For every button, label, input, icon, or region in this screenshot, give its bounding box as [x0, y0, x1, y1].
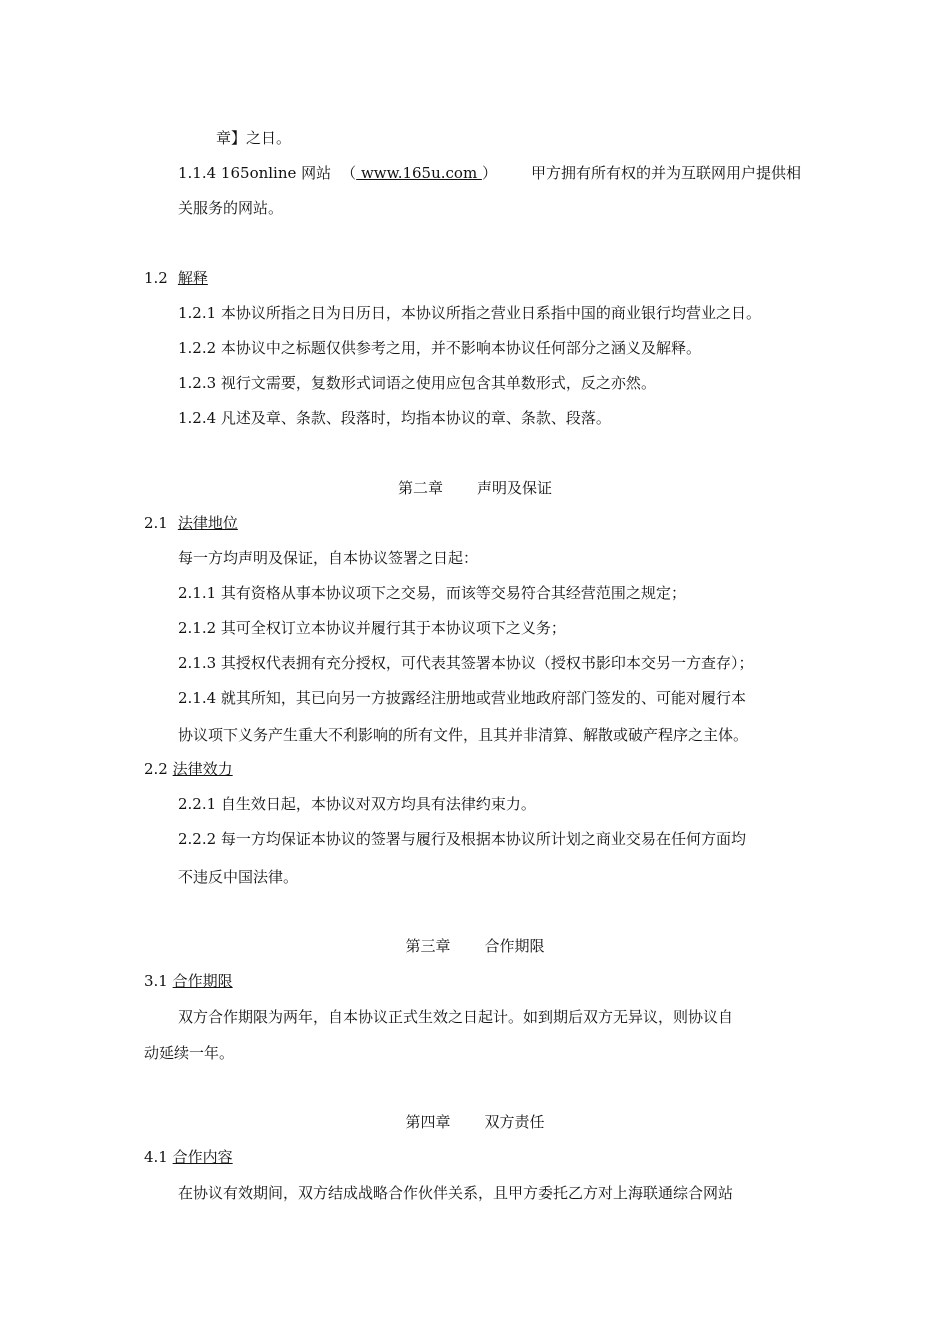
text-fragment: 甲方拥有所有权的并为互联网用户提供相	[530, 164, 801, 182]
section-title: 法律效力	[172, 760, 233, 778]
chapter-heading-4	[0, 1112, 950, 1132]
section-number: 4.1	[144, 1148, 168, 1166]
clause-2-2-2: 2.2.2 每一方均保证本协议的签署与履行及根据本协议所计划之商业交易在任何方面均	[178, 830, 746, 848]
chapter-title: 双方责任	[484, 1113, 545, 1131]
text-line: 章】之日。	[216, 129, 292, 147]
section-heading-2-1	[144, 513, 238, 533]
section-heading-4-1	[144, 1147, 233, 1167]
chapter-number: 第二章	[397, 479, 443, 497]
clause-1-2-2: 1.2.2 本协议中之标题仅供参考之用，并不影响本协议任何部分之涵义及解释。	[178, 339, 701, 357]
chapter-number: 第四章	[405, 1113, 451, 1131]
section-title: 解释	[177, 269, 208, 287]
text-fragment: 1.1.4 165online 网站	[178, 164, 332, 182]
section-title: 法律地位	[177, 514, 238, 532]
section-number: 2.2	[144, 760, 168, 778]
clause-1-2-3: 1.2.3 视行文需要，复数形式词语之使用应包含其单数形式，反之亦然。	[178, 374, 656, 392]
clause-2-1-3: 2.1.3 其授权代表拥有充分授权，可代表其签署本协议（授权书影印本交另一方查存）；	[178, 654, 754, 672]
clause-2-1-4: 2.1.4 就其所知，其已向另一方披露经注册地或营业地政府部门签发的、可能对履行本	[178, 689, 746, 707]
chapter-number: 第三章	[405, 937, 451, 955]
paren-close: ）	[481, 164, 497, 182]
text-line-1-1-4	[178, 163, 801, 183]
chapter-title: 声明及保证	[477, 479, 553, 497]
clause-2-2-1: 2.2.1 自生效日起，本协议对双方均具有法律约束力。	[178, 795, 536, 813]
section-heading-2-2	[144, 759, 233, 779]
section-heading-3-1	[144, 971, 233, 991]
clause-1-2-4: 1.2.4 凡述及章、条款、段落时，均指本协议的章、条款、段落。	[178, 409, 611, 427]
chapter-heading-2	[0, 478, 950, 498]
paragraph-term: 双方合作期限为两年，自本协议正式生效之日起计。如到期后双方无异议，则协议自	[178, 1008, 734, 1026]
clause-2-2-2-cont: 不违反中国法律。	[178, 868, 299, 886]
website-link[interactable]: www.165u.com	[356, 164, 482, 182]
chapter-heading-3	[0, 936, 950, 956]
paragraph-cooperation: 在协议有效期间，双方结成战略合作伙伴关系，且甲方委托乙方对上海联通综合网站	[178, 1184, 734, 1202]
paren-open: （	[341, 164, 357, 182]
clause-2-1-2: 2.1.2 其可全权订立本协议并履行其于本协议项下之义务；	[178, 619, 566, 637]
section-number: 1.2	[144, 269, 168, 287]
clause-1-2-1: 1.2.1 本协议所指之日为日历日，本协议所指之营业日系指中国的商业银行均营业之日。	[178, 304, 761, 322]
paragraph-intro: 每一方均声明及保证，自本协议签署之日起：	[178, 549, 479, 567]
clause-2-1-1: 2.1.1 其有资格从事本协议项下之交易，而该等交易符合其经营范围之规定；	[178, 584, 686, 602]
section-title: 合作内容	[172, 1148, 233, 1166]
text-line: 关服务的网站。	[178, 199, 284, 217]
paragraph-term-cont: 动延续一年。	[144, 1044, 235, 1062]
section-title: 合作期限	[172, 972, 233, 990]
clause-2-1-4-cont: 协议项下义务产生重大不利影响的所有文件，且其并非清算、解散或破产程序之主体。	[178, 726, 749, 744]
section-heading-1-2	[144, 268, 208, 288]
section-number: 3.1	[144, 972, 168, 990]
chapter-title: 合作期限	[484, 937, 545, 955]
section-number: 2.1	[144, 514, 168, 532]
